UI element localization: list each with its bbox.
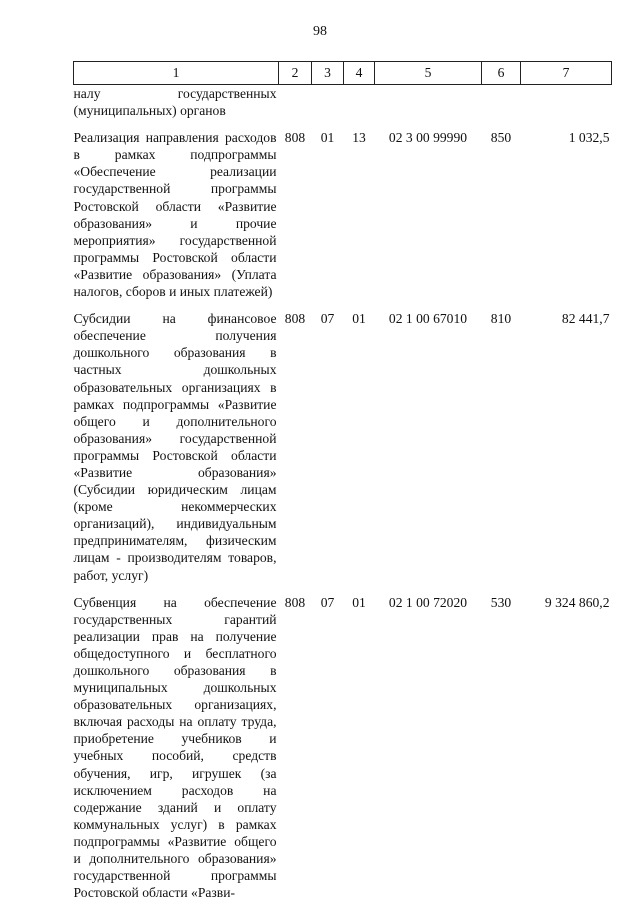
row-code-section: 07: [320, 311, 335, 327]
row-code-subsection: 13: [352, 130, 366, 146]
row-code-ministry: 808: [284, 311, 306, 327]
row-code-ministry: [279, 85, 312, 120]
row-code-ministry: 808: [284, 130, 306, 146]
column-header-2: 2: [279, 62, 312, 85]
row-code-section: 01: [320, 130, 335, 146]
column-header-7: 7: [521, 62, 612, 85]
row-amount: 1 032,5: [568, 130, 610, 146]
row-description: Реализация направления расходов в рамках подпрограммы «Обеспечение реализации государственной программы Ростовской области «Развитие образования» и прочие мероприятия» государственной программы Ростовской области «Развитие образования» (Уплата налогов, сборов и иных платежей): [73, 130, 277, 300]
table-row: [74, 584, 612, 902]
table-row: [74, 300, 612, 584]
row-amount: 9 324 860,2: [544, 594, 610, 610]
column-header-1: 1: [74, 62, 279, 85]
row-code-expense-type: 530: [490, 594, 512, 610]
column-header-3: 3: [312, 62, 344, 85]
row-code-subsection: 01: [352, 311, 366, 327]
row-code-expense-type: [482, 85, 521, 120]
row-code-target: 02 1 00 72020: [388, 594, 468, 610]
budget-table: [73, 61, 612, 901]
table-row: [74, 85, 612, 120]
page-number: 98: [313, 24, 327, 39]
table-header-row: [74, 62, 612, 85]
row-description: налу государственных (муниципальных) органов: [73, 86, 277, 119]
table-row: [74, 119, 612, 300]
row-code-section: [312, 85, 344, 120]
row-amount: [521, 85, 612, 120]
column-header-6: 6: [482, 62, 521, 85]
row-code-ministry: 808: [284, 594, 306, 610]
row-code-target: 02 1 00 67010: [388, 311, 468, 327]
row-code-target: [375, 85, 482, 120]
row-code-expense-type: 850: [490, 130, 512, 146]
row-code-target: 02 3 00 99990: [388, 130, 468, 146]
row-amount: 82 441,7: [561, 311, 610, 327]
row-code-subsection: [344, 85, 375, 120]
row-code-section: 07: [320, 594, 335, 610]
row-code-expense-type: 810: [490, 311, 512, 327]
row-description: Субсидии на финансовое обеспечение получения дошкольного образования в частных дошкольных образовательных организациях в рамках подпрограммы «Развитие общего и дополнительного образования» государственной программы Ростовской области «Развитие образования» (Субсидии юридическим лицам (кроме некоммерческих организаций), индивидуальным предпринимателям, физическим лицам - производителям товаров, работ, услуг): [73, 311, 277, 583]
column-header-5: 5: [375, 62, 482, 85]
column-header-4: 4: [344, 62, 375, 85]
row-code-subsection: 01: [352, 594, 366, 610]
row-description: Субвенция на обеспечение государственных гарантий реализации прав на получение общедоступного и бесплатного дошкольного образования в муниципальных дошкольных образовательных организациях, включая расходы на оплату труда, приобретение учебников и учебных пособий, средств обучения, игр, игрушек (за исключением расходов на содержание зданий и оплату коммунальных услуг) в рамках подпрограммы «Развитие общего и дополнительного образования» государственной программы Ростовской области «Разви-: [73, 594, 277, 901]
